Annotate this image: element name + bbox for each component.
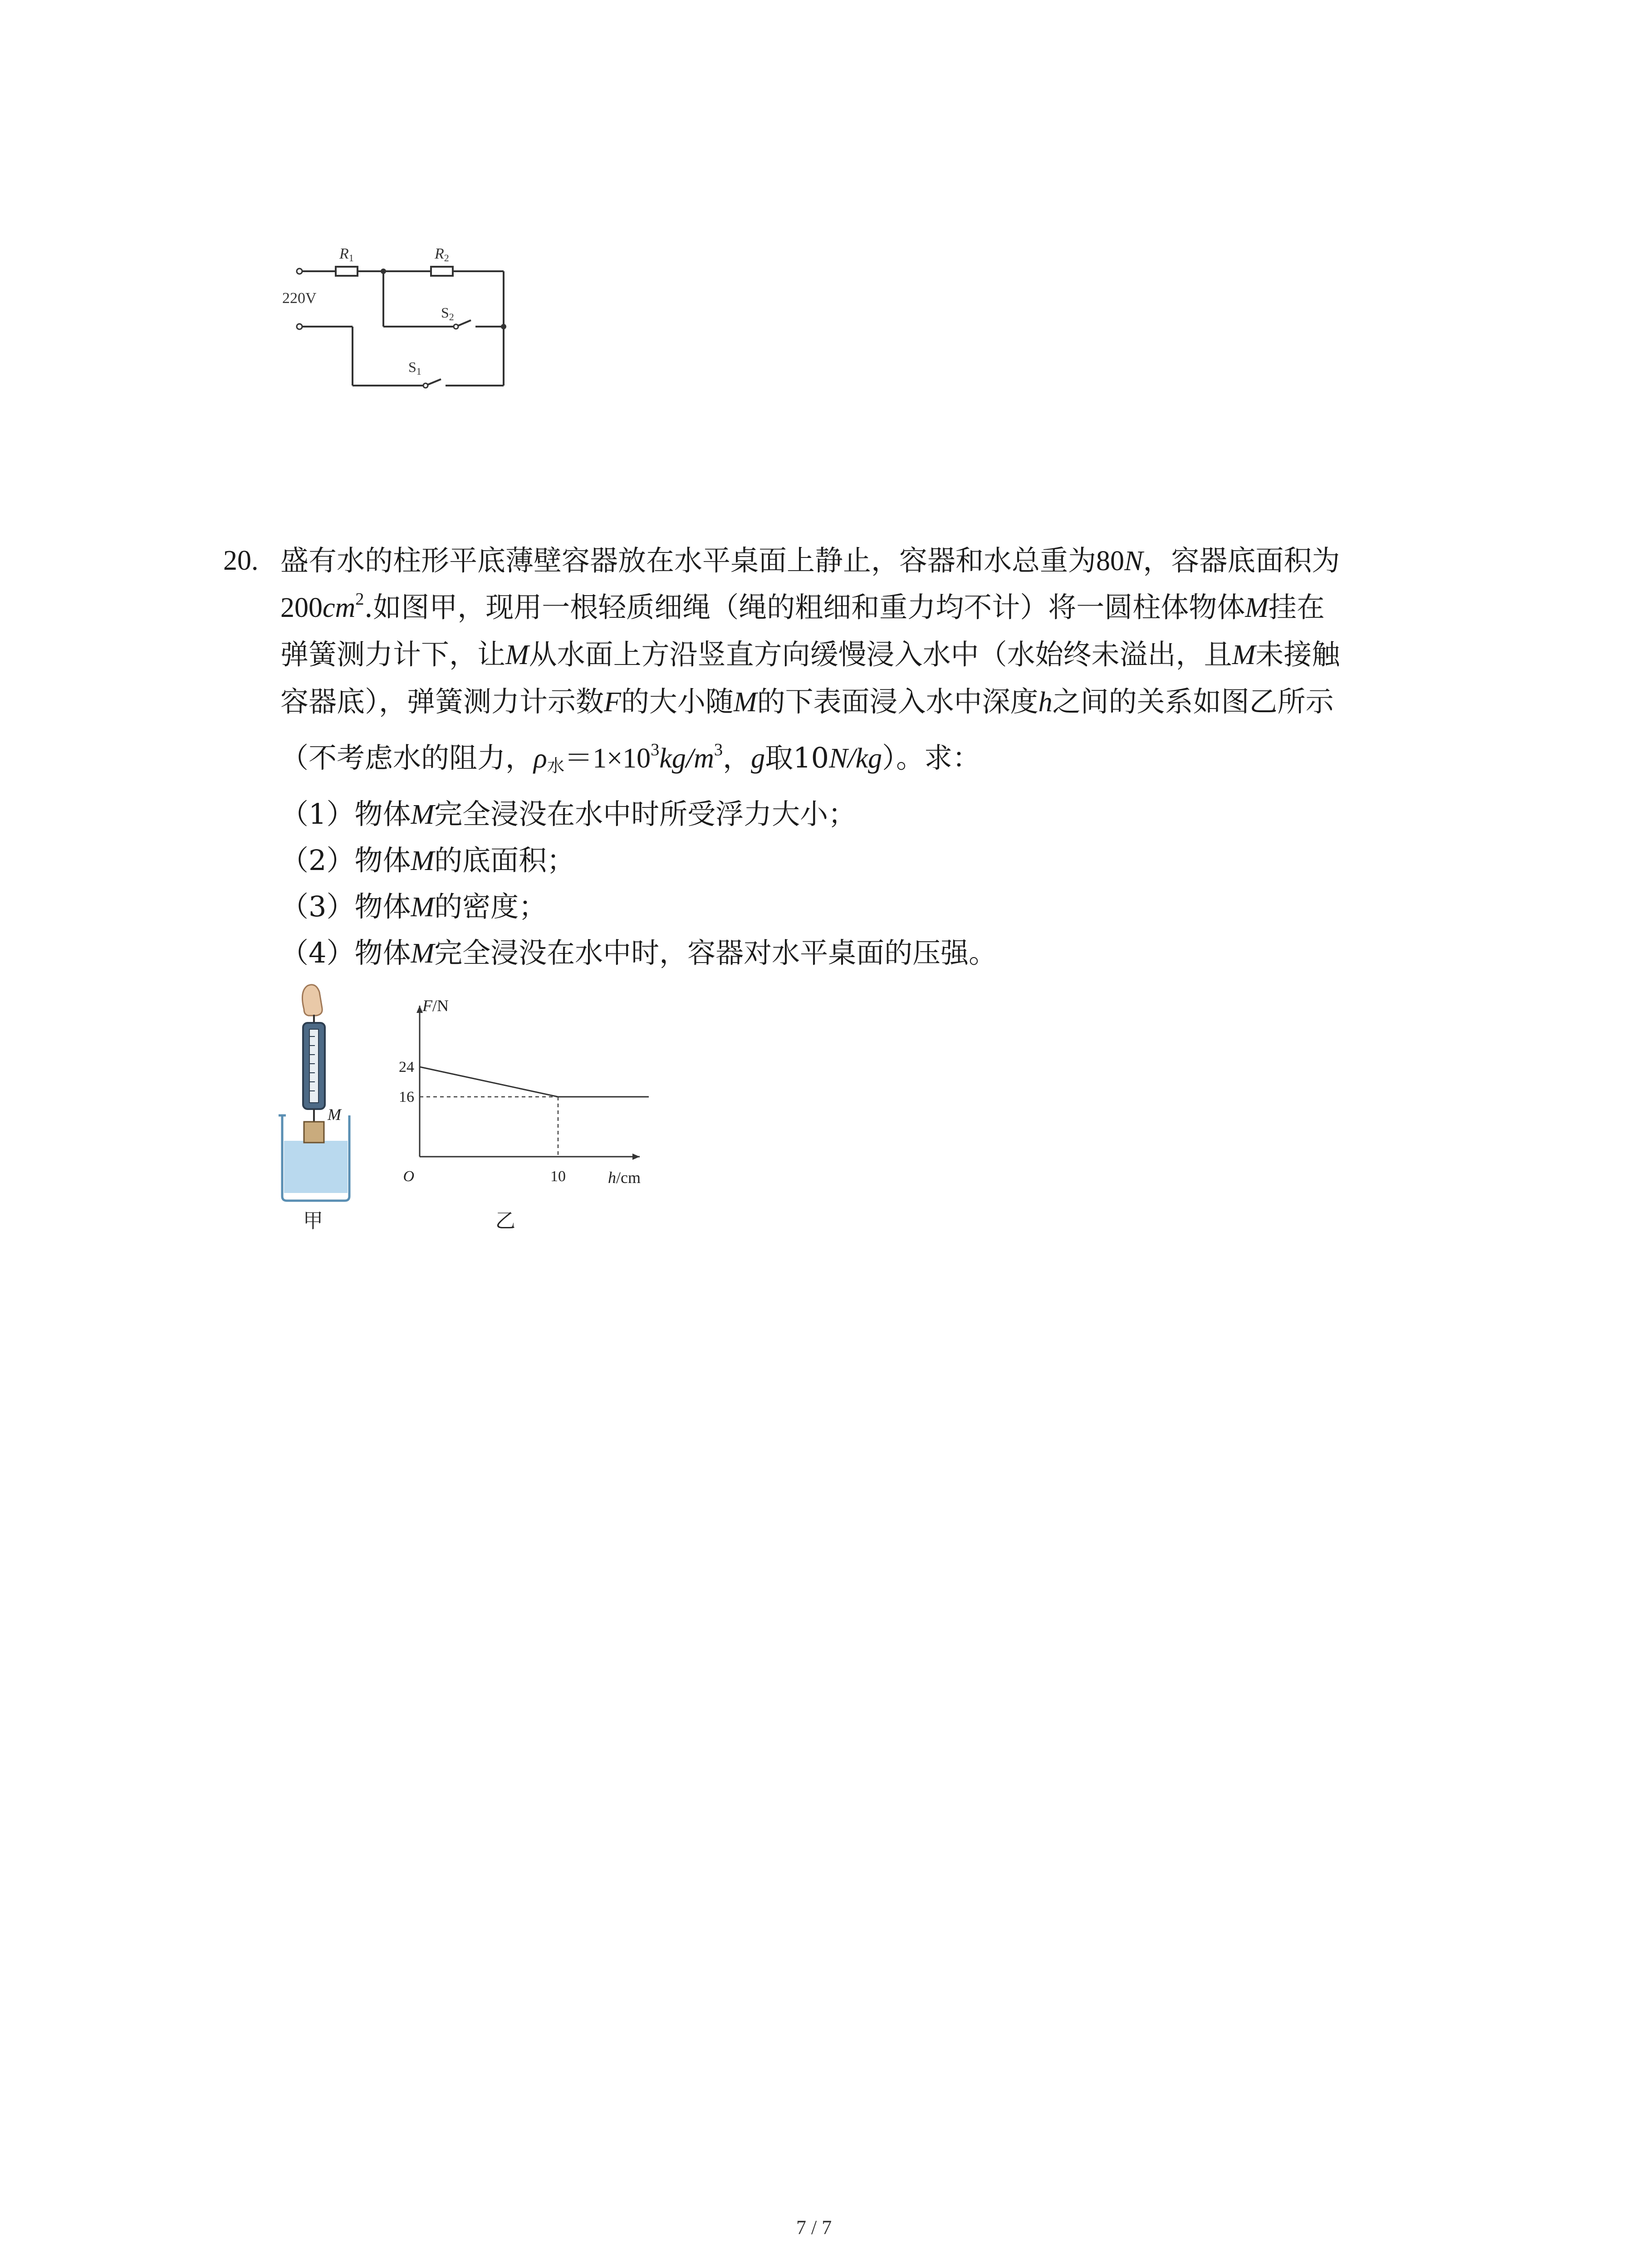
x-axis-arrow	[632, 1154, 640, 1160]
question-line-3: 弹簧测力计下，让M从水面上方沿竖直方向缓慢浸入水中（水始终未溢出，且M未接触	[280, 638, 1340, 671]
sub-question-4: （4）物体M完全浸没在水中时，容器对水平桌面的压强。	[280, 936, 997, 969]
sub-question-2: （2）物体M的底面积；	[280, 844, 575, 877]
question-number: 20.	[223, 545, 259, 576]
caption-yi: 乙	[495, 1209, 515, 1232]
resistor-r1	[336, 267, 358, 276]
sub-question-1: （1）物体M完全浸没在水中时所受浮力大小；	[280, 797, 857, 831]
r1-label: R1	[339, 245, 354, 264]
s2-label: S2	[441, 304, 454, 323]
hand-icon	[302, 985, 322, 1016]
y-axis-label: F/N	[422, 1000, 449, 1015]
figure-jia	[272, 982, 390, 1218]
s1-label: S1	[408, 359, 421, 377]
caption-jia: 甲	[303, 1209, 323, 1232]
series-line-0	[420, 1067, 649, 1097]
origin-label: O	[403, 1168, 414, 1185]
fh-chart	[395, 1000, 649, 1195]
object-m-label: M	[328, 1105, 341, 1124]
sub-question-3: （3）物体M的密度；	[280, 890, 547, 923]
y-tick-label-16: 16	[399, 1089, 414, 1105]
y-axis-arrow	[416, 1006, 423, 1013]
r2-label: R2	[435, 245, 449, 264]
object-m	[304, 1122, 324, 1143]
y-tick-label-24: 24	[399, 1059, 414, 1075]
resistor-r2	[431, 267, 453, 276]
x-tick-label-10: 10	[550, 1168, 566, 1185]
circuit-diagram	[281, 236, 517, 395]
x-axis-label: h/cm	[608, 1168, 641, 1187]
question-line-5: （不考虑水的阻力，$\rho_水=1\times 10^3kg/m^3$，g取10N/kg）。求：	[280, 740, 981, 777]
page-number: 7 / 7	[796, 2216, 832, 2239]
water	[284, 1141, 348, 1193]
question-line-4: 容器底），弹簧测力计示数F的大小随M的下表面浸入水中深度h之间的关系如图乙所示	[280, 685, 1334, 718]
question-line-1: 盛有水的柱形平底薄壁容器放在水平桌面上静止，容器和水总重为80N，容器底面积为	[280, 544, 1340, 577]
voltage-label: 220V	[282, 290, 317, 307]
question-line-2: $200cm^2$.如图甲，现用一根轻质细绳（绳的粗细和重力均不计）将一圆柱体物体M挂在	[280, 590, 1325, 624]
